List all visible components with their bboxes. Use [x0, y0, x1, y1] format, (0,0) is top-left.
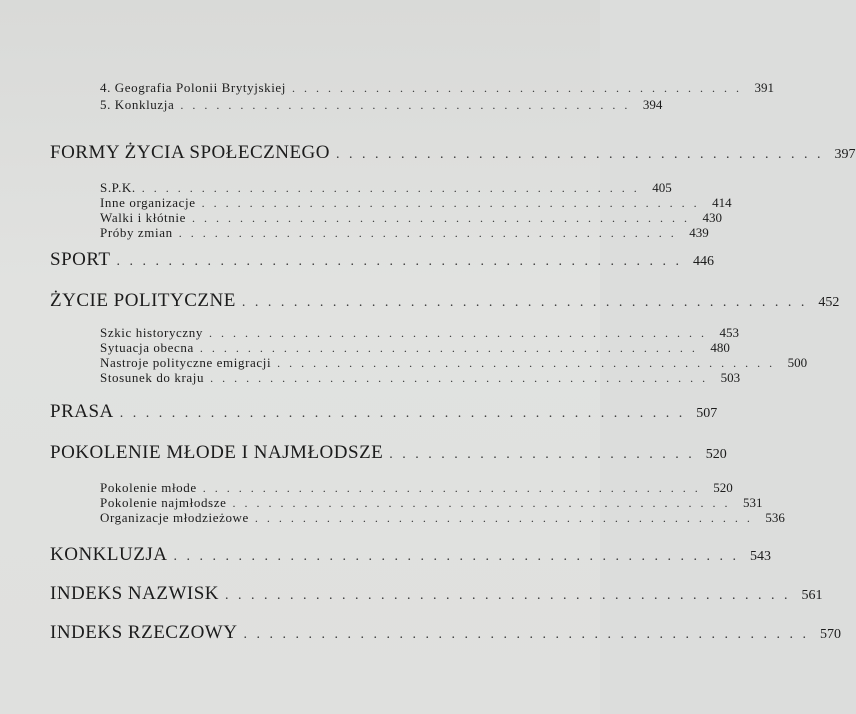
toc-section-page: 561 — [801, 588, 823, 603]
toc-section-page: 397 — [834, 147, 856, 162]
toc-entry-geografia — [100, 80, 775, 96]
toc-entry-stosunek — [100, 370, 741, 386]
toc-entry-organizacje-mlodziezowe — [100, 510, 785, 526]
toc-entry-konkluzja-5 — [100, 97, 663, 113]
toc-section-konkluzja — [50, 544, 771, 566]
toc-section-page: 520 — [705, 447, 727, 462]
toc-entry-title: Stosunek do kraju — [100, 370, 205, 385]
leader-dots: . . . . . . . . . . . . . . . . . . . . . . . . . . . . . . . . . . . . . . — [336, 147, 824, 162]
toc-section-title: PRASA — [50, 401, 114, 422]
toc-entry-title: Próby zmian — [100, 225, 173, 240]
toc-entry-page: 536 — [765, 510, 785, 525]
toc-entry-title: 4. Geografia Polonii Brytyjskiej — [100, 80, 287, 95]
leader-dots: . . . . . . . . . . . . . . . . . . . . . . . . . . . . . . . . . . . . . . . . . . — [191, 211, 690, 225]
toc-entry-page: 394 — [642, 97, 663, 112]
toc-entry-page: 503 — [720, 370, 741, 385]
toc-section-page: 446 — [693, 254, 714, 269]
toc-section-pokolenie — [50, 442, 727, 464]
toc-entry-szkic — [100, 325, 739, 341]
toc-entry-walki — [100, 210, 722, 226]
toc-entry-page: 531 — [742, 495, 763, 510]
toc-section-sport — [50, 249, 714, 271]
toc-entry-page: 405 — [652, 180, 672, 195]
toc-entry-page: 480 — [710, 340, 730, 355]
leader-dots: . . . . . . . . . . . . . . . . . . . . . . . . . . . . . . . . . . . . . . . . . . — [178, 226, 677, 240]
toc-entry-title: Walki i kłótnie — [100, 210, 186, 225]
toc-section-prasa — [50, 401, 718, 423]
toc-entry-page: 414 — [712, 195, 732, 210]
toc-section-indeks-nazwisk — [50, 583, 823, 605]
toc-section-title: SPORT — [50, 249, 111, 270]
leader-dots: . . . . . . . . . . . . . . . . . . . . . . . . . . . . . . . . . . . . . . . . . . — [208, 326, 707, 340]
toc-entry-title: Sytuacja obecna — [100, 340, 194, 355]
leader-dots: . . . . . . . . . . . . . . . . . . . . . . . . . . . . . . . . . . . . . . . . . . — [141, 181, 640, 195]
toc-entry-title: Inne organizacje — [100, 195, 196, 210]
toc-entry-proby — [100, 225, 709, 241]
toc-entry-page: 520 — [713, 480, 733, 495]
leader-dots: . . . . . . . . . . . . . . . . . . . . . . . . . . . . . . . . . . . . . . . . . . — [201, 196, 700, 210]
leader-dots: . . . . . . . . . . . . . . . . . . . . . . . . . . . . . . . . . . . . . . . . . . . . — [116, 254, 682, 269]
toc-section-title: POKOLENIE MŁODE I NAJMŁODSZE — [50, 442, 384, 463]
toc-entry-title: Pokolenie młode — [100, 480, 197, 495]
leader-dots: . . . . . . . . . . . . . . . . . . . . . . . . — [389, 447, 695, 462]
toc-entry-page: 391 — [754, 80, 775, 95]
toc-section-page: 507 — [696, 406, 718, 421]
toc-entry-title: Szkic historyczny — [100, 325, 203, 340]
leader-dots: . . . . . . . . . . . . . . . . . . . . . . . . . . . . . . . . . . . . . . . . . . — [277, 356, 776, 370]
toc-entry-page: 500 — [787, 355, 808, 370]
leader-dots: . . . . . . . . . . . . . . . . . . . . . . . . . . . . . . . . . . . . . . . . . . — [232, 496, 731, 510]
toc-section-formy — [50, 142, 856, 164]
toc-section-page: 570 — [819, 627, 841, 642]
leader-dots: . . . . . . . . . . . . . . . . . . . . . . . . . . . . . . . . . . . . . . . . . . . . — [119, 406, 686, 421]
leader-dots: . . . . . . . . . . . . . . . . . . . . . . . . . . . . . . . . . . . . . . . . . . . . — [225, 588, 791, 603]
toc-entry-spk — [100, 180, 672, 196]
toc-section-indeks-rzeczowy — [50, 622, 841, 644]
leader-dots: . . . . . . . . . . . . . . . . . . . . . . . . . . . . . . . . . . . . . . . . . . . . — [241, 295, 808, 310]
toc-section-page: 452 — [818, 295, 840, 310]
toc-entry-title: Nastroje polityczne emigracji — [100, 355, 272, 370]
toc-section-title: FORMY ŻYCIA SPOŁECZNEGO — [50, 142, 330, 163]
toc-entry-sytuacja — [100, 340, 730, 356]
leader-dots: . . . . . . . . . . . . . . . . . . . . . . . . . . . . . . . . . . . . . . — [180, 98, 631, 112]
toc-section-title: KONKLUZJA — [50, 544, 168, 565]
leader-dots: . . . . . . . . . . . . . . . . . . . . . . . . . . . . . . . . . . . . . . . . . . — [202, 481, 701, 495]
toc-entry-pokolenie-mlode — [100, 480, 733, 496]
toc-section-title: INDEKS RZECZOWY — [50, 622, 238, 643]
toc-section-zycie-polityczne — [50, 290, 840, 312]
leader-dots: . . . . . . . . . . . . . . . . . . . . . . . . . . . . . . . . . . . . . . . . . . — [210, 371, 709, 385]
toc-entry-title: S.P.K. — [100, 180, 136, 195]
toc-entry-page: 439 — [689, 225, 709, 240]
toc-section-title: INDEKS NAZWISK — [50, 583, 220, 604]
toc-entry-title: 5. Konkluzja — [100, 97, 175, 112]
toc-section-page: 543 — [749, 549, 771, 564]
toc-entry-title: Pokolenie najmłodsze — [100, 495, 227, 510]
leader-dots: . . . . . . . . . . . . . . . . . . . . . . . . . . . . . . . . . . . . . . . . . . . . — [243, 627, 809, 642]
toc-entry-title: Organizacje młodzieżowe — [100, 510, 249, 525]
leader-dots: . . . . . . . . . . . . . . . . . . . . . . . . . . . . . . . . . . . . . . . . . . . . — [173, 549, 739, 564]
toc-entry-nastroje — [100, 355, 808, 371]
leader-dots: . . . . . . . . . . . . . . . . . . . . . . . . . . . . . . . . . . . . . . . . . . — [199, 341, 698, 355]
toc-entry-pokolenie-najmlodsze — [100, 495, 763, 511]
leader-dots: . . . . . . . . . . . . . . . . . . . . . . . . . . . . . . . . . . . . . . . . . . — [254, 511, 753, 525]
toc-section-title: ŻYCIE POLITYCZNE — [50, 290, 236, 311]
toc-entry-page: 453 — [719, 325, 739, 340]
toc-entry-page: 430 — [702, 210, 722, 225]
leader-dots: . . . . . . . . . . . . . . . . . . . . . . . . . . . . . . . . . . . . . . — [292, 81, 743, 95]
toc-entry-inne — [100, 195, 732, 211]
